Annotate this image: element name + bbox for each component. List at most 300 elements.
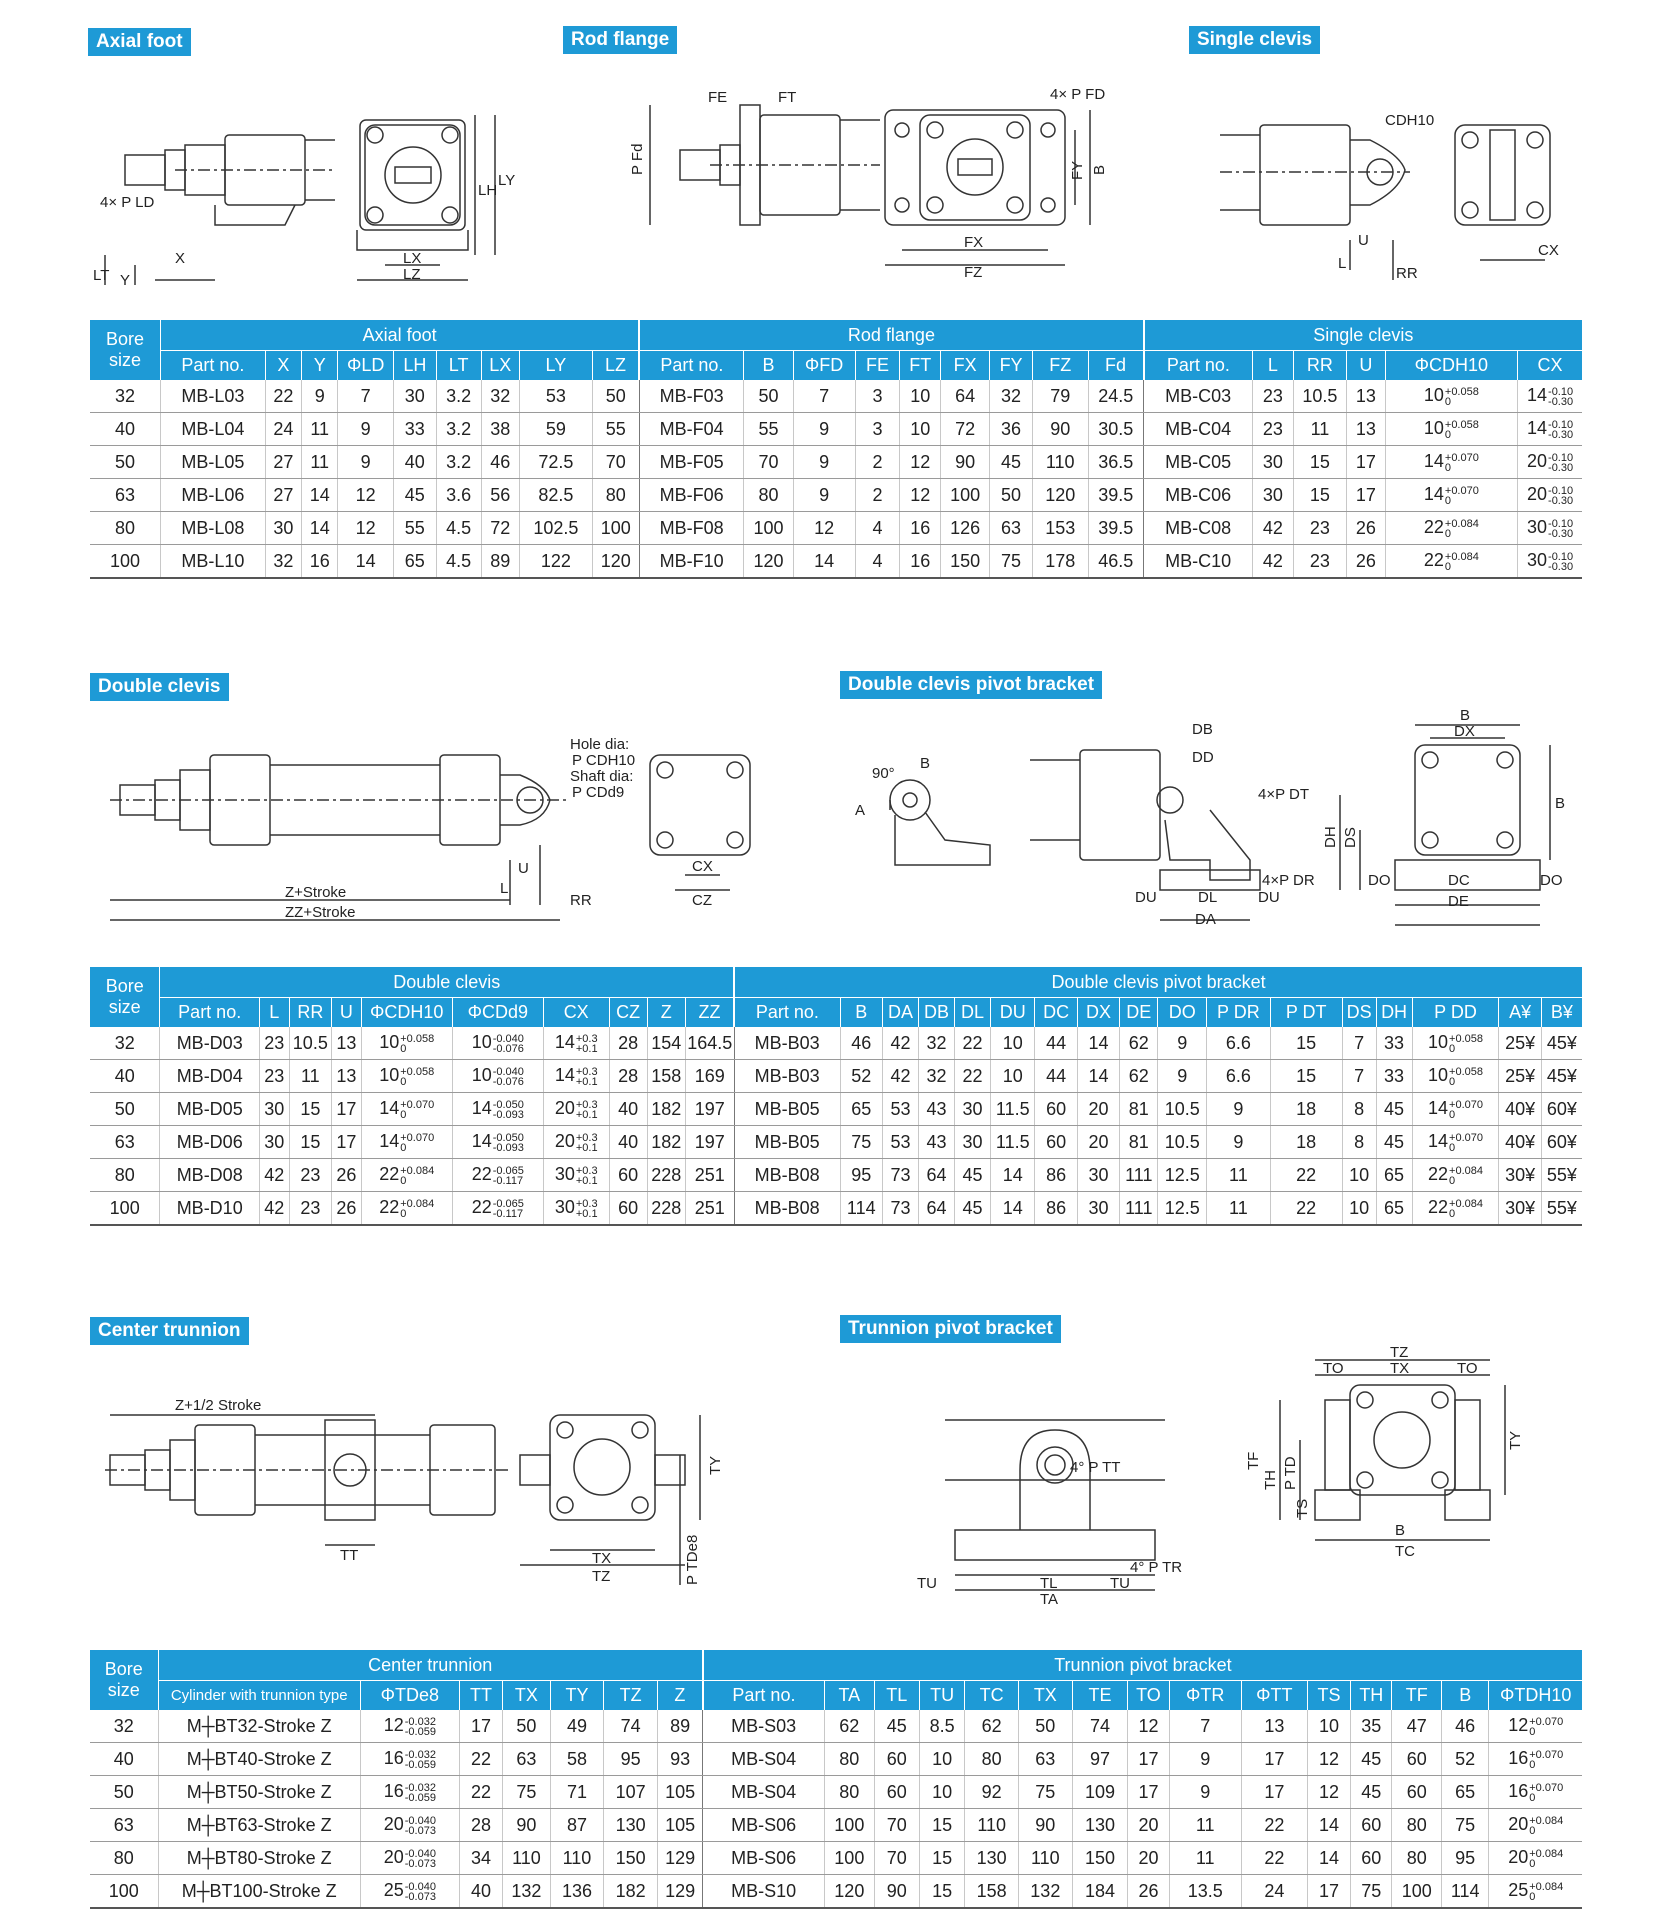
table-cell: 59 xyxy=(520,413,593,446)
table-cell: 17 xyxy=(1128,1743,1169,1776)
single-clevis-drawing xyxy=(1210,100,1590,290)
table-cell: 12 xyxy=(900,446,941,479)
tolerance: -0.065 -0.117 xyxy=(492,1164,524,1187)
table-cell: 80 xyxy=(1392,1809,1442,1842)
column-header: P DT xyxy=(1270,998,1342,1028)
table-cell: 50 xyxy=(744,380,793,413)
table-cell: 120 xyxy=(1032,479,1088,512)
table-cell: 33 xyxy=(393,413,436,446)
table-cell: 30 xyxy=(259,1126,289,1159)
table-cell: 24 xyxy=(1241,1875,1307,1909)
group-header: Axial foot xyxy=(161,320,640,351)
table-cell: 14 +0.070 0 xyxy=(361,1126,452,1159)
table-cell: 10.5 xyxy=(1293,380,1346,413)
tolerance: +0.070 0 xyxy=(1529,1781,1564,1804)
label-tz: TZ xyxy=(1390,1344,1409,1361)
table-cell: 34 xyxy=(459,1842,502,1875)
table-cell: 153 xyxy=(1032,512,1088,545)
table-cell: MB-F03 xyxy=(639,380,744,413)
table-cell: 40 xyxy=(609,1093,647,1126)
table-cell: 18 xyxy=(1270,1126,1342,1159)
table-cell: 20 +0.3 +0.1 xyxy=(543,1126,609,1159)
column-header: CX xyxy=(1518,351,1582,381)
table-cell: MB-C03 xyxy=(1144,380,1253,413)
label-fx: FX xyxy=(964,234,984,251)
table-cell: M┼BT40-Stroke Z xyxy=(158,1743,360,1776)
section-label-rod-flange: Rod flange xyxy=(563,26,677,54)
tolerance: +0.070 0 xyxy=(400,1131,435,1154)
table-cell: 9 xyxy=(302,380,338,413)
table-cell: 22 -0.065 -0.117 xyxy=(452,1159,543,1192)
rod-flange-drawing xyxy=(620,85,1120,285)
table-cell: 111 xyxy=(1120,1159,1158,1192)
table-cell: 11 xyxy=(1207,1159,1271,1192)
table-cell: 22 -0.065 -0.117 xyxy=(452,1192,543,1226)
table-cell: 73 xyxy=(882,1192,918,1226)
table-cell: MB-D06 xyxy=(160,1126,260,1159)
table-trunnion xyxy=(90,1650,1582,1909)
table-cell: 12 xyxy=(900,479,941,512)
table-cell: 50 xyxy=(990,479,1033,512)
table-row xyxy=(90,1776,1582,1809)
label-b: B xyxy=(1395,1522,1406,1539)
label-ts: TS xyxy=(1294,1498,1311,1518)
table-cell: 60 xyxy=(609,1159,647,1192)
label-x: X xyxy=(175,250,186,267)
label-z-stroke: Z+Stroke xyxy=(285,884,347,901)
table-cell: 10 xyxy=(900,380,941,413)
bore-size-header: Bore size xyxy=(90,320,161,380)
table-cell: MB-S03 xyxy=(703,1710,825,1743)
table-cell: 33 xyxy=(1376,1027,1412,1060)
label-tu2: TU xyxy=(1110,1575,1130,1592)
label-lh: LH xyxy=(478,182,498,199)
table-cell: 23 xyxy=(289,1192,331,1226)
table-cell: 75 xyxy=(1351,1875,1392,1909)
table-cell: 10 -0.040 -0.076 xyxy=(452,1027,543,1060)
column-header: TY xyxy=(550,1681,604,1711)
tolerance: +0.3 +0.1 xyxy=(575,1131,598,1154)
label-b-angle: B xyxy=(920,755,931,772)
table-cell: 16 xyxy=(302,545,338,579)
table-cell: 23 xyxy=(1293,512,1346,545)
table-cell: 12.5 xyxy=(1158,1159,1207,1192)
table-cell: 14 +0.070 0 xyxy=(1412,1126,1499,1159)
label-db: DB xyxy=(1192,721,1213,738)
table-cell: 23 xyxy=(1293,545,1346,579)
table-cell: 15 xyxy=(919,1875,964,1909)
table-cell: MB-S10 xyxy=(703,1875,825,1909)
table-cell: 49 xyxy=(550,1710,604,1743)
table-cell: 20 -0.10 -0.30 xyxy=(1518,446,1582,479)
label-de: DE xyxy=(1448,893,1469,910)
table-cell: 52 xyxy=(840,1060,882,1093)
table-cell: MB-C05 xyxy=(1144,446,1253,479)
tolerance: +0.058 0 xyxy=(400,1032,435,1055)
table-cell: 62 xyxy=(825,1710,875,1743)
table-cell: 12 -0.032 -0.059 xyxy=(360,1710,459,1743)
table-cell: MB-B03 xyxy=(734,1060,840,1093)
label-th: TH xyxy=(1262,1470,1279,1490)
label-lt: LT xyxy=(93,267,110,284)
table-cell: 4 xyxy=(855,512,900,545)
table-cell: 75 xyxy=(503,1776,550,1809)
table-cell: 30 xyxy=(1253,479,1294,512)
table-cell: 22 +0.084 0 xyxy=(1385,512,1518,545)
table-cell: 58 xyxy=(550,1743,604,1776)
column-header: TE xyxy=(1072,1681,1128,1711)
label-dc: DC xyxy=(1448,872,1470,889)
table-cell: MB-F08 xyxy=(639,512,744,545)
table-cell: 13 xyxy=(332,1060,362,1093)
table-cell: 60 xyxy=(1035,1126,1077,1159)
label-dr: 4×P DR xyxy=(1262,872,1315,889)
table-cell: 14 xyxy=(1077,1027,1119,1060)
table-cell: 40 xyxy=(609,1126,647,1159)
table-cell: 3.2 xyxy=(436,380,481,413)
table-cell: 2 xyxy=(855,446,900,479)
label-shaft: Shaft dia: xyxy=(570,768,634,785)
label-fd4: 4× P FD xyxy=(1050,86,1106,103)
table-cell: 30 +0.3 +0.1 xyxy=(543,1159,609,1192)
label-shaftcd: P CDd9 xyxy=(572,784,625,801)
table-cell: 129 xyxy=(657,1875,702,1909)
group-header: Center trunnion xyxy=(158,1650,703,1681)
table-cell: 15 xyxy=(289,1126,331,1159)
table-cell: 16 -0.032 -0.059 xyxy=(360,1776,459,1809)
table-row xyxy=(90,1842,1582,1875)
table-cell: 25 +0.084 0 xyxy=(1489,1875,1582,1909)
tolerance: +0.3 +0.1 xyxy=(575,1065,598,1088)
table-cell: 53 xyxy=(882,1126,918,1159)
tolerance: +0.084 0 xyxy=(400,1164,435,1187)
table-cell: 60 xyxy=(874,1743,919,1776)
label-lz: LZ xyxy=(403,266,421,283)
table-cell: 45¥ xyxy=(1541,1027,1582,1060)
table-cell: 154 xyxy=(647,1027,685,1060)
table-cell: 11 xyxy=(1169,1842,1241,1875)
table-row xyxy=(90,380,1582,413)
section-label-axial-foot: Axial foot xyxy=(88,28,191,56)
double-clevis-drawing xyxy=(100,725,780,940)
table-cell: 81 xyxy=(1120,1093,1158,1126)
table-cell: 10 +0.058 0 xyxy=(1412,1060,1499,1093)
group-header: Double clevis xyxy=(160,967,734,998)
table-cell: 15 xyxy=(1270,1027,1342,1060)
table-cell: 30 -0.10 -0.30 xyxy=(1518,512,1582,545)
table-cell: 87 xyxy=(550,1809,604,1842)
table-cell: 38 xyxy=(481,413,519,446)
table-cell: 60¥ xyxy=(1541,1093,1582,1126)
table-cell: 10 +0.058 0 xyxy=(361,1060,452,1093)
table-cell: 90 xyxy=(1019,1809,1073,1842)
table-cell: 8 xyxy=(1342,1093,1376,1126)
table-cell: 100 xyxy=(941,479,990,512)
table-cell: 22 xyxy=(265,380,301,413)
table-cell: 65 xyxy=(1376,1192,1412,1226)
tolerance: -0.032 -0.059 xyxy=(404,1748,436,1771)
column-header: ΦLD xyxy=(338,351,394,381)
column-header: FY xyxy=(990,351,1033,381)
table-cell: 65 xyxy=(1376,1159,1412,1192)
label-l: L xyxy=(500,880,509,897)
table-cell: 30¥ xyxy=(1499,1159,1541,1192)
table-cell: 11 xyxy=(302,446,338,479)
table-cell: MB-S04 xyxy=(703,1776,825,1809)
table-row xyxy=(90,545,1582,579)
label-do2: DO xyxy=(1540,872,1563,889)
column-header: L xyxy=(259,998,289,1028)
table-cell: MB-D10 xyxy=(160,1192,260,1226)
tolerance: +0.3 +0.1 xyxy=(575,1032,598,1055)
section-label-single-clevis: Single clevis xyxy=(1189,26,1320,54)
table-cell: 32 xyxy=(918,1027,954,1060)
table-cell: MB-D03 xyxy=(160,1027,260,1060)
tolerance: -0.040 -0.073 xyxy=(404,1847,436,1870)
table-cell: 32 xyxy=(481,380,519,413)
table-cell: 13 xyxy=(1241,1710,1307,1743)
table-cell: 65 xyxy=(393,545,436,579)
label-b-side: B xyxy=(1555,795,1566,812)
table-cell: 55¥ xyxy=(1541,1192,1582,1226)
table-cell: 111 xyxy=(1120,1192,1158,1226)
table-cell: 100 xyxy=(90,1875,158,1909)
table-cell: M┼BT63-Stroke Z xyxy=(158,1809,360,1842)
table-cell: 20 +0.3 +0.1 xyxy=(543,1093,609,1126)
table-cell: 86 xyxy=(1035,1192,1077,1226)
table-cell: MB-B08 xyxy=(734,1159,840,1192)
tolerance: +0.070 0 xyxy=(1449,1131,1483,1154)
label-u: U xyxy=(518,860,529,877)
column-header: TF xyxy=(1392,1681,1442,1711)
table-cell: 24.5 xyxy=(1088,380,1144,413)
section-label-center-trunnion: Center trunnion xyxy=(90,1317,249,1345)
table-cell: 44 xyxy=(1035,1027,1077,1060)
table-cell: 80 xyxy=(90,512,161,545)
label-tc: TC xyxy=(1395,1543,1415,1560)
table-cell: 12.5 xyxy=(1158,1192,1207,1226)
table-cell: 74 xyxy=(1072,1710,1128,1743)
table-cell: MB-C06 xyxy=(1144,479,1253,512)
column-header: TU xyxy=(919,1681,964,1711)
label-fz: FZ xyxy=(964,264,983,281)
double-clevis-pivot-drawing xyxy=(850,700,1570,940)
table-cell: 10 xyxy=(991,1060,1035,1093)
table-cell: 80 xyxy=(825,1776,875,1809)
table-cell: 10 xyxy=(991,1027,1035,1060)
table-cell: 9 xyxy=(1207,1093,1271,1126)
column-header: ΦTDe8 xyxy=(360,1681,459,1711)
table-cell: 39.5 xyxy=(1088,512,1144,545)
table-cell: 42 xyxy=(882,1060,918,1093)
column-header: TO xyxy=(1128,1681,1169,1711)
table-cell: 11 xyxy=(1207,1192,1271,1226)
table-cell: 15 xyxy=(289,1093,331,1126)
table-cell: 10 xyxy=(900,413,941,446)
table-cell: 75 xyxy=(1441,1809,1488,1842)
table-cell: 79 xyxy=(1032,380,1088,413)
table-cell: 120 xyxy=(825,1875,875,1909)
label-rr: RR xyxy=(1396,265,1418,282)
label-a-angle: A xyxy=(855,802,866,819)
table-cell: 46 xyxy=(481,446,519,479)
column-header: B xyxy=(840,998,882,1028)
table-cell: 80 xyxy=(90,1842,158,1875)
table-cell: 8 xyxy=(1342,1126,1376,1159)
table-cell: 40 xyxy=(393,446,436,479)
table-row xyxy=(90,446,1582,479)
column-header: RR xyxy=(1293,351,1346,381)
table-cell: 6.6 xyxy=(1207,1027,1271,1060)
tolerance: -0.065 -0.117 xyxy=(492,1197,524,1220)
table-cell: 42 xyxy=(1253,545,1294,579)
table-cell: 10 -0.040 -0.076 xyxy=(452,1060,543,1093)
table-cell: MB-B05 xyxy=(734,1126,840,1159)
table-cell: 46.5 xyxy=(1088,545,1144,579)
column-header: B xyxy=(744,351,793,381)
table-cell: 17 xyxy=(1347,479,1385,512)
table-cell: 80 xyxy=(90,1159,160,1192)
table-cell: 44 xyxy=(1035,1060,1077,1093)
table-cell: 63 xyxy=(1019,1743,1073,1776)
table-cell: 30 xyxy=(1253,446,1294,479)
table-cell: 62 xyxy=(965,1710,1019,1743)
tolerance: +0.070 0 xyxy=(400,1098,435,1121)
table-cell: 72.5 xyxy=(520,446,593,479)
column-header: TT xyxy=(459,1681,502,1711)
table-cell: 197 xyxy=(685,1093,734,1126)
label-dd: DD xyxy=(1192,749,1214,766)
table-cell: 32 xyxy=(90,1027,160,1060)
table-cell: 50 xyxy=(503,1710,550,1743)
table-cell: 9 xyxy=(1169,1776,1241,1809)
table-cell: 110 xyxy=(503,1842,550,1875)
table-cell: 9 xyxy=(793,413,855,446)
table-cell: 17 xyxy=(1347,446,1385,479)
column-header: ΦTT xyxy=(1241,1681,1307,1711)
table-cell: 35 xyxy=(1351,1710,1392,1743)
table-cell: 12 xyxy=(1128,1710,1169,1743)
table-cell: 15 xyxy=(919,1842,964,1875)
table-cell: 13 xyxy=(332,1027,362,1060)
table-cell: 9 xyxy=(793,446,855,479)
column-header: LY xyxy=(520,351,593,381)
label-da: DA xyxy=(1195,911,1216,928)
table-cell: 40 xyxy=(90,1060,160,1093)
table-row xyxy=(90,1875,1582,1909)
tolerance: +0.084 0 xyxy=(1529,1814,1564,1837)
table-cell: 10 xyxy=(919,1776,964,1809)
table-cell: 25¥ xyxy=(1499,1027,1541,1060)
table-cell: M┼BT100-Stroke Z xyxy=(158,1875,360,1909)
table-cell: 63 xyxy=(90,479,161,512)
table-cell: 12 xyxy=(1307,1776,1350,1809)
table-cell: 120 xyxy=(744,545,793,579)
column-header: Fd xyxy=(1088,351,1144,381)
label-pfd: P Fd xyxy=(629,143,646,175)
table-cell: 10.5 xyxy=(1158,1126,1207,1159)
table-cell: 22 xyxy=(954,1060,990,1093)
table-cell: 4 xyxy=(855,545,900,579)
label-ly: LY xyxy=(498,172,516,189)
label-cd: CDH10 xyxy=(1385,112,1435,129)
table-cell: 9 xyxy=(1207,1126,1271,1159)
table-cell: MB-S04 xyxy=(703,1743,825,1776)
label-dl: DL xyxy=(1198,889,1218,906)
table-cell: 50 xyxy=(90,1093,160,1126)
tolerance: +0.084 0 xyxy=(1529,1880,1564,1903)
column-header: DX xyxy=(1077,998,1119,1028)
label-y: Y xyxy=(120,272,131,289)
table-cell: 70 xyxy=(592,446,639,479)
table-cell: 22 xyxy=(459,1743,502,1776)
table-cell: 13 xyxy=(1347,413,1385,446)
table-cell: 136 xyxy=(550,1875,604,1909)
group-header: Trunnion pivot bracket xyxy=(703,1650,1582,1681)
table-cell: 13.5 xyxy=(1169,1875,1241,1909)
column-header: DE xyxy=(1120,998,1158,1028)
table-cell: 20 +0.084 0 xyxy=(1489,1809,1582,1842)
table-cell: 26 xyxy=(1347,545,1385,579)
table-cell: 20 xyxy=(1128,1842,1169,1875)
table-cell: 10 xyxy=(1342,1159,1376,1192)
table-cell: 45 xyxy=(1351,1743,1392,1776)
tolerance: +0.058 0 xyxy=(1449,1032,1483,1055)
table-cell: MB-L04 xyxy=(161,413,266,446)
table-cell: 86 xyxy=(1035,1159,1077,1192)
table-row xyxy=(90,1060,1582,1093)
table-cell: 251 xyxy=(685,1159,734,1192)
table-cell: 26 xyxy=(332,1192,362,1226)
table-cell: 80 xyxy=(1392,1842,1442,1875)
column-header: TZ xyxy=(604,1681,658,1711)
table-cell: 20 -0.040 -0.073 xyxy=(360,1809,459,1842)
table-cell: 107 xyxy=(604,1776,658,1809)
table-cell: 46 xyxy=(1441,1710,1488,1743)
column-header: CZ xyxy=(609,998,647,1028)
table-cell: 75 xyxy=(840,1126,882,1159)
table-cell: 14 xyxy=(991,1159,1035,1192)
label-ft: FT xyxy=(778,89,797,106)
bore-size-header: Bore size xyxy=(90,967,160,1027)
table-cell: 92 xyxy=(965,1776,1019,1809)
column-header: TL xyxy=(874,1681,919,1711)
label-cz: CZ xyxy=(692,892,712,909)
table-cell: 102.5 xyxy=(520,512,593,545)
tolerance: +0.070 0 xyxy=(1449,1098,1483,1121)
table-cell: 7 xyxy=(1342,1060,1376,1093)
table-cell: 55¥ xyxy=(1541,1159,1582,1192)
table-cell: 105 xyxy=(657,1776,702,1809)
table-cell: 14 xyxy=(1307,1809,1350,1842)
label-tt: TT xyxy=(340,1547,359,1564)
table-cell: 110 xyxy=(1019,1842,1073,1875)
table-cell: 3.2 xyxy=(436,446,481,479)
label-z-half-stroke: Z+1/2 Stroke xyxy=(175,1397,262,1414)
column-header: RR xyxy=(289,998,331,1028)
table-cell: 50 xyxy=(592,380,639,413)
table-cell: 158 xyxy=(965,1875,1019,1909)
table-cell: 30 xyxy=(954,1093,990,1126)
table-cell: 45 xyxy=(954,1192,990,1226)
table-cell: 100 xyxy=(592,512,639,545)
table-cell: 3 xyxy=(855,380,900,413)
label-tx: TX xyxy=(1390,1360,1410,1377)
table-cell: 27 xyxy=(265,446,301,479)
column-header: P DD xyxy=(1412,998,1499,1028)
table-cell: 25¥ xyxy=(1499,1060,1541,1093)
table-cell: 60¥ xyxy=(1541,1126,1582,1159)
